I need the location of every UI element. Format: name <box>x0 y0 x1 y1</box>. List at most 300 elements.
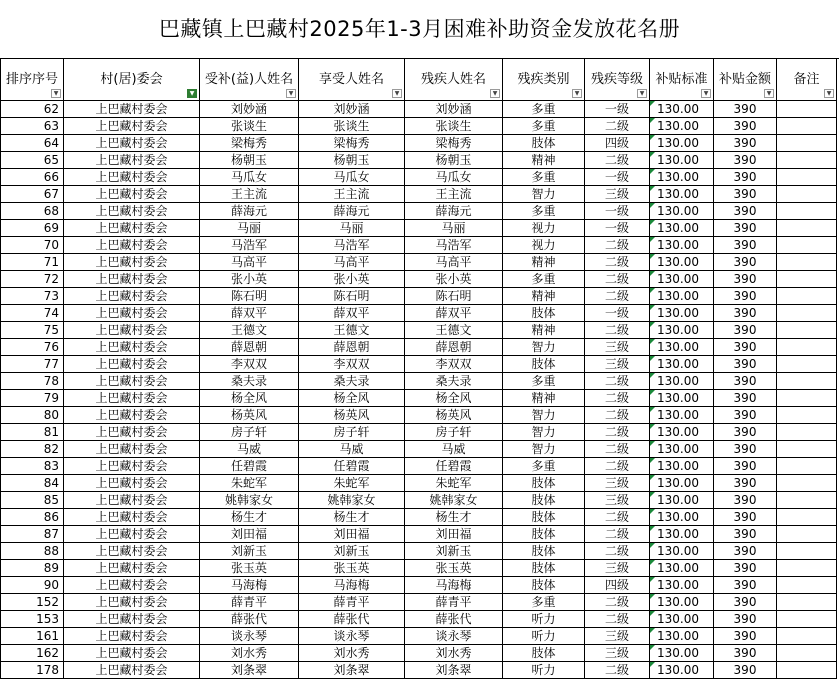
table-cell[interactable]: 姚韩家女 <box>200 492 299 509</box>
table-cell[interactable]: 精神 <box>503 254 585 271</box>
table-cell[interactable]: 杨英风 <box>200 407 299 424</box>
table-cell[interactable]: 68 <box>1 203 64 220</box>
table-cell[interactable]: 390 <box>714 152 777 169</box>
table-cell[interactable]: 130.00 <box>650 203 714 220</box>
table-cell[interactable]: 390 <box>714 577 777 594</box>
table-cell[interactable]: 130.00 <box>650 237 714 254</box>
table-cell[interactable]: 智力 <box>503 441 585 458</box>
table-cell[interactable] <box>777 288 837 305</box>
table-cell[interactable]: 刘妙涵 <box>200 101 299 118</box>
table-cell[interactable]: 肢体 <box>503 356 585 373</box>
table-cell[interactable] <box>777 220 837 237</box>
table-cell[interactable]: 刘新玉 <box>200 543 299 560</box>
table-cell[interactable]: 任碧霞 <box>200 458 299 475</box>
table-cell[interactable]: 智力 <box>503 186 585 203</box>
table-cell[interactable]: 130.00 <box>650 441 714 458</box>
table-cell[interactable]: 多重 <box>503 169 585 186</box>
table-cell[interactable]: 74 <box>1 305 64 322</box>
table-cell[interactable]: 上巴藏村委会 <box>64 424 200 441</box>
table-cell[interactable] <box>777 169 837 186</box>
table-cell[interactable]: 390 <box>714 288 777 305</box>
table-cell[interactable]: 马高平 <box>405 254 503 271</box>
table-cell[interactable]: 80 <box>1 407 64 424</box>
table-cell[interactable]: 上巴藏村委会 <box>64 458 200 475</box>
table-cell[interactable]: 130.00 <box>650 492 714 509</box>
table-cell[interactable]: 多重 <box>503 203 585 220</box>
table-cell[interactable]: 薛恩朝 <box>200 339 299 356</box>
table-cell[interactable]: 85 <box>1 492 64 509</box>
table-cell[interactable]: 王主流 <box>299 186 405 203</box>
table-cell[interactable]: 薛青平 <box>299 594 405 611</box>
table-cell[interactable]: 76 <box>1 339 64 356</box>
table-cell[interactable]: 精神 <box>503 322 585 339</box>
table-cell[interactable]: 二级 <box>585 288 650 305</box>
table-cell[interactable]: 三级 <box>585 339 650 356</box>
table-cell[interactable]: 75 <box>1 322 64 339</box>
table-cell[interactable] <box>777 237 837 254</box>
table-cell[interactable]: 三级 <box>585 645 650 662</box>
table-cell[interactable] <box>777 645 837 662</box>
column-header[interactable] <box>714 59 777 101</box>
table-cell[interactable]: 130.00 <box>650 662 714 679</box>
table-cell[interactable]: 三级 <box>585 475 650 492</box>
table-cell[interactable]: 王主流 <box>405 186 503 203</box>
table-cell[interactable]: 三级 <box>585 628 650 645</box>
table-cell[interactable]: 152 <box>1 594 64 611</box>
table-cell[interactable]: 二级 <box>585 543 650 560</box>
table-cell[interactable]: 王德文 <box>405 322 503 339</box>
table-cell[interactable]: 肢体 <box>503 543 585 560</box>
table-cell[interactable]: 390 <box>714 271 777 288</box>
table-cell[interactable]: 多重 <box>503 118 585 135</box>
table-cell[interactable]: 多重 <box>503 458 585 475</box>
table-cell[interactable]: 三级 <box>585 186 650 203</box>
table-cell[interactable]: 朱蛇军 <box>299 475 405 492</box>
table-cell[interactable]: 四级 <box>585 577 650 594</box>
table-cell[interactable]: 上巴藏村委会 <box>64 305 200 322</box>
table-cell[interactable]: 二级 <box>585 509 650 526</box>
table-cell[interactable] <box>777 543 837 560</box>
table-cell[interactable]: 130.00 <box>650 254 714 271</box>
filter-dropdown-icon[interactable]: ▼ <box>824 89 834 98</box>
table-cell[interactable]: 153 <box>1 611 64 628</box>
table-cell[interactable]: 390 <box>714 203 777 220</box>
table-cell[interactable]: 薛张代 <box>405 611 503 628</box>
table-cell[interactable]: 130.00 <box>650 288 714 305</box>
table-cell[interactable]: 390 <box>714 118 777 135</box>
table-cell[interactable]: 390 <box>714 509 777 526</box>
table-cell[interactable]: 130.00 <box>650 152 714 169</box>
table-cell[interactable]: 上巴藏村委会 <box>64 543 200 560</box>
table-cell[interactable]: 薛双平 <box>405 305 503 322</box>
table-cell[interactable]: 72 <box>1 271 64 288</box>
table-cell[interactable]: 390 <box>714 543 777 560</box>
table-cell[interactable]: 马浩军 <box>200 237 299 254</box>
table-cell[interactable]: 肢体 <box>503 135 585 152</box>
table-cell[interactable]: 多重 <box>503 594 585 611</box>
table-cell[interactable]: 马瓜女 <box>299 169 405 186</box>
table-cell[interactable]: 130.00 <box>650 594 714 611</box>
table-cell[interactable] <box>777 186 837 203</box>
table-cell[interactable]: 谈永琴 <box>299 628 405 645</box>
table-cell[interactable]: 上巴藏村委会 <box>64 594 200 611</box>
table-cell[interactable]: 上巴藏村委会 <box>64 526 200 543</box>
table-cell[interactable] <box>777 271 837 288</box>
table-cell[interactable]: 二级 <box>585 373 650 390</box>
table-cell[interactable] <box>777 492 837 509</box>
table-cell[interactable]: 桑夫录 <box>200 373 299 390</box>
table-cell[interactable]: 薛张代 <box>200 611 299 628</box>
table-cell[interactable]: 390 <box>714 424 777 441</box>
table-cell[interactable]: 刘水秀 <box>405 645 503 662</box>
table-cell[interactable] <box>777 509 837 526</box>
filter-dropdown-icon[interactable]: ▼ <box>51 89 61 98</box>
table-cell[interactable]: 87 <box>1 526 64 543</box>
table-cell[interactable] <box>777 203 837 220</box>
table-cell[interactable]: 桑夫录 <box>299 373 405 390</box>
table-cell[interactable] <box>777 339 837 356</box>
table-cell[interactable]: 390 <box>714 135 777 152</box>
table-cell[interactable]: 390 <box>714 458 777 475</box>
table-cell[interactable]: 一级 <box>585 220 650 237</box>
table-cell[interactable]: 薛海元 <box>405 203 503 220</box>
table-cell[interactable]: 杨生才 <box>405 509 503 526</box>
table-cell[interactable]: 一级 <box>585 101 650 118</box>
table-cell[interactable]: 二级 <box>585 611 650 628</box>
table-cell[interactable]: 马海梅 <box>405 577 503 594</box>
table-cell[interactable]: 上巴藏村委会 <box>64 407 200 424</box>
table-cell[interactable]: 390 <box>714 475 777 492</box>
table-cell[interactable]: 梁梅秀 <box>299 135 405 152</box>
table-cell[interactable]: 130.00 <box>650 543 714 560</box>
table-cell[interactable]: 130.00 <box>650 135 714 152</box>
table-cell[interactable]: 390 <box>714 339 777 356</box>
filter-dropdown-icon[interactable]: ▼ <box>637 89 647 98</box>
table-cell[interactable]: 390 <box>714 356 777 373</box>
table-cell[interactable]: 64 <box>1 135 64 152</box>
table-cell[interactable]: 130.00 <box>650 458 714 475</box>
table-cell[interactable]: 谈永琴 <box>405 628 503 645</box>
table-cell[interactable]: 77 <box>1 356 64 373</box>
table-cell[interactable]: 130.00 <box>650 305 714 322</box>
table-cell[interactable]: 二级 <box>585 271 650 288</box>
table-cell[interactable]: 390 <box>714 628 777 645</box>
table-cell[interactable]: 83 <box>1 458 64 475</box>
table-cell[interactable]: 390 <box>714 492 777 509</box>
table-cell[interactable] <box>777 611 837 628</box>
table-cell[interactable]: 刘条翠 <box>200 662 299 679</box>
table-cell[interactable]: 房子轩 <box>405 424 503 441</box>
table-cell[interactable]: 薛张代 <box>299 611 405 628</box>
table-cell[interactable]: 刘田福 <box>405 526 503 543</box>
table-cell[interactable]: 刘水秀 <box>299 645 405 662</box>
table-cell[interactable]: 朱蛇军 <box>405 475 503 492</box>
table-cell[interactable]: 130.00 <box>650 475 714 492</box>
column-header[interactable] <box>299 59 405 101</box>
filter-dropdown-icon[interactable]: ▼ <box>286 89 296 98</box>
table-cell[interactable]: 130.00 <box>650 220 714 237</box>
table-cell[interactable]: 130.00 <box>650 186 714 203</box>
table-cell[interactable]: 马丽 <box>405 220 503 237</box>
table-cell[interactable]: 上巴藏村委会 <box>64 475 200 492</box>
table-cell[interactable]: 82 <box>1 441 64 458</box>
table-cell[interactable]: 陈石明 <box>299 288 405 305</box>
table-cell[interactable]: 162 <box>1 645 64 662</box>
filter-dropdown-icon[interactable]: ▼ <box>392 89 402 98</box>
table-cell[interactable]: 张小英 <box>405 271 503 288</box>
table-cell[interactable]: 二级 <box>585 441 650 458</box>
table-cell[interactable]: 薛青平 <box>200 594 299 611</box>
filter-active-icon[interactable]: ▼ <box>187 89 197 98</box>
table-cell[interactable]: 刘田福 <box>200 526 299 543</box>
table-cell[interactable]: 精神 <box>503 288 585 305</box>
table-cell[interactable]: 178 <box>1 662 64 679</box>
column-header[interactable] <box>650 59 714 101</box>
table-cell[interactable]: 130.00 <box>650 390 714 407</box>
column-header[interactable] <box>1 59 64 101</box>
table-cell[interactable]: 一级 <box>585 305 650 322</box>
table-cell[interactable]: 上巴藏村委会 <box>64 220 200 237</box>
table-cell[interactable]: 84 <box>1 475 64 492</box>
table-cell[interactable]: 390 <box>714 322 777 339</box>
table-cell[interactable] <box>777 407 837 424</box>
table-cell[interactable]: 上巴藏村委会 <box>64 237 200 254</box>
table-cell[interactable]: 薛恩朝 <box>299 339 405 356</box>
table-cell[interactable]: 71 <box>1 254 64 271</box>
table-cell[interactable] <box>777 577 837 594</box>
table-cell[interactable]: 梁梅秀 <box>405 135 503 152</box>
table-cell[interactable]: 刘水秀 <box>200 645 299 662</box>
table-cell[interactable]: 390 <box>714 305 777 322</box>
table-cell[interactable]: 张谈生 <box>200 118 299 135</box>
table-cell[interactable]: 马丽 <box>200 220 299 237</box>
table-cell[interactable]: 薛双平 <box>299 305 405 322</box>
column-header[interactable] <box>64 59 200 101</box>
table-cell[interactable]: 四级 <box>585 135 650 152</box>
table-cell[interactable]: 上巴藏村委会 <box>64 662 200 679</box>
table-cell[interactable]: 二级 <box>585 118 650 135</box>
table-cell[interactable]: 130.00 <box>650 611 714 628</box>
table-cell[interactable]: 杨全风 <box>299 390 405 407</box>
table-cell[interactable]: 马威 <box>200 441 299 458</box>
table-cell[interactable]: 杨朝玉 <box>299 152 405 169</box>
table-cell[interactable]: 刘妙涵 <box>405 101 503 118</box>
table-cell[interactable]: 刘田福 <box>299 526 405 543</box>
table-cell[interactable]: 二级 <box>585 390 650 407</box>
table-cell[interactable]: 肢体 <box>503 577 585 594</box>
table-cell[interactable]: 130.00 <box>650 356 714 373</box>
column-header[interactable] <box>200 59 299 101</box>
table-cell[interactable]: 二级 <box>585 237 650 254</box>
table-cell[interactable]: 上巴藏村委会 <box>64 169 200 186</box>
table-cell[interactable]: 130.00 <box>650 577 714 594</box>
table-cell[interactable] <box>777 475 837 492</box>
table-cell[interactable]: 姚韩家女 <box>405 492 503 509</box>
table-cell[interactable]: 62 <box>1 101 64 118</box>
table-cell[interactable]: 薛海元 <box>299 203 405 220</box>
table-cell[interactable]: 马威 <box>299 441 405 458</box>
table-cell[interactable]: 上巴藏村委会 <box>64 135 200 152</box>
table-cell[interactable]: 刘妙涵 <box>299 101 405 118</box>
table-cell[interactable]: 一级 <box>585 169 650 186</box>
table-cell[interactable]: 上巴藏村委会 <box>64 356 200 373</box>
table-cell[interactable]: 朱蛇军 <box>200 475 299 492</box>
table-cell[interactable]: 视力 <box>503 220 585 237</box>
table-cell[interactable]: 马威 <box>405 441 503 458</box>
table-cell[interactable]: 二级 <box>585 458 650 475</box>
table-cell[interactable] <box>777 322 837 339</box>
table-cell[interactable]: 上巴藏村委会 <box>64 322 200 339</box>
table-cell[interactable]: 肢体 <box>503 560 585 577</box>
table-cell[interactable]: 上巴藏村委会 <box>64 628 200 645</box>
table-cell[interactable]: 马丽 <box>299 220 405 237</box>
table-cell[interactable]: 三级 <box>585 560 650 577</box>
table-cell[interactable] <box>777 441 837 458</box>
table-cell[interactable]: 听力 <box>503 611 585 628</box>
table-cell[interactable]: 马瓜女 <box>200 169 299 186</box>
table-cell[interactable]: 梁梅秀 <box>200 135 299 152</box>
table-cell[interactable]: 任碧霞 <box>299 458 405 475</box>
column-header[interactable] <box>503 59 585 101</box>
table-cell[interactable]: 上巴藏村委会 <box>64 203 200 220</box>
table-cell[interactable]: 薛双平 <box>200 305 299 322</box>
column-header[interactable] <box>777 59 837 101</box>
table-cell[interactable]: 肢体 <box>503 305 585 322</box>
table-cell[interactable]: 智力 <box>503 407 585 424</box>
table-cell[interactable]: 房子轩 <box>299 424 405 441</box>
table-cell[interactable]: 390 <box>714 662 777 679</box>
filter-dropdown-icon[interactable]: ▼ <box>490 89 500 98</box>
table-cell[interactable]: 听力 <box>503 628 585 645</box>
table-cell[interactable]: 任碧霞 <box>405 458 503 475</box>
table-cell[interactable]: 肢体 <box>503 526 585 543</box>
table-cell[interactable]: 王德文 <box>200 322 299 339</box>
table-cell[interactable]: 90 <box>1 577 64 594</box>
table-cell[interactable]: 上巴藏村委会 <box>64 101 200 118</box>
table-cell[interactable]: 多重 <box>503 271 585 288</box>
table-cell[interactable]: 多重 <box>503 373 585 390</box>
table-cell[interactable]: 130.00 <box>650 271 714 288</box>
table-cell[interactable]: 一级 <box>585 203 650 220</box>
table-cell[interactable]: 杨全风 <box>200 390 299 407</box>
table-cell[interactable]: 上巴藏村委会 <box>64 373 200 390</box>
table-cell[interactable]: 上巴藏村委会 <box>64 441 200 458</box>
table-cell[interactable]: 多重 <box>503 101 585 118</box>
table-cell[interactable]: 130.00 <box>650 560 714 577</box>
table-cell[interactable]: 陈石明 <box>200 288 299 305</box>
table-cell[interactable]: 89 <box>1 560 64 577</box>
table-cell[interactable]: 二级 <box>585 594 650 611</box>
table-cell[interactable]: 肢体 <box>503 475 585 492</box>
table-cell[interactable]: 二级 <box>585 152 650 169</box>
table-cell[interactable]: 张玉英 <box>299 560 405 577</box>
table-cell[interactable]: 130.00 <box>650 424 714 441</box>
table-cell[interactable]: 视力 <box>503 237 585 254</box>
table-cell[interactable]: 63 <box>1 118 64 135</box>
table-cell[interactable] <box>777 526 837 543</box>
table-cell[interactable]: 肢体 <box>503 509 585 526</box>
table-cell[interactable]: 73 <box>1 288 64 305</box>
table-cell[interactable]: 上巴藏村委会 <box>64 271 200 288</box>
table-cell[interactable]: 马海梅 <box>299 577 405 594</box>
table-cell[interactable]: 马海梅 <box>200 577 299 594</box>
table-cell[interactable]: 390 <box>714 611 777 628</box>
table-cell[interactable]: 李双双 <box>405 356 503 373</box>
table-cell[interactable]: 130.00 <box>650 339 714 356</box>
table-cell[interactable] <box>777 135 837 152</box>
table-cell[interactable]: 上巴藏村委会 <box>64 645 200 662</box>
table-cell[interactable]: 69 <box>1 220 64 237</box>
table-cell[interactable]: 二级 <box>585 254 650 271</box>
table-cell[interactable]: 上巴藏村委会 <box>64 254 200 271</box>
table-cell[interactable] <box>777 254 837 271</box>
table-cell[interactable]: 二级 <box>585 407 650 424</box>
table-cell[interactable]: 杨朝玉 <box>200 152 299 169</box>
table-cell[interactable]: 刘条翠 <box>405 662 503 679</box>
table-cell[interactable] <box>777 152 837 169</box>
table-cell[interactable]: 肢体 <box>503 645 585 662</box>
table-cell[interactable] <box>777 458 837 475</box>
table-cell[interactable]: 马高平 <box>200 254 299 271</box>
table-cell[interactable]: 陈石明 <box>405 288 503 305</box>
table-cell[interactable]: 房子轩 <box>200 424 299 441</box>
table-cell[interactable]: 杨全风 <box>405 390 503 407</box>
table-cell[interactable]: 薛海元 <box>200 203 299 220</box>
table-cell[interactable]: 杨生才 <box>299 509 405 526</box>
table-cell[interactable]: 130.00 <box>650 373 714 390</box>
table-cell[interactable] <box>777 118 837 135</box>
filter-dropdown-icon[interactable]: ▼ <box>764 89 774 98</box>
table-cell[interactable]: 马浩军 <box>299 237 405 254</box>
table-cell[interactable]: 肢体 <box>503 492 585 509</box>
column-header[interactable] <box>405 59 503 101</box>
table-cell[interactable]: 130.00 <box>650 628 714 645</box>
table-cell[interactable]: 三级 <box>585 492 650 509</box>
table-cell[interactable]: 上巴藏村委会 <box>64 390 200 407</box>
table-cell[interactable]: 刘新玉 <box>299 543 405 560</box>
table-cell[interactable]: 上巴藏村委会 <box>64 492 200 509</box>
table-cell[interactable]: 390 <box>714 169 777 186</box>
table-cell[interactable]: 130.00 <box>650 509 714 526</box>
table-cell[interactable]: 二级 <box>585 424 650 441</box>
table-cell[interactable]: 精神 <box>503 152 585 169</box>
table-cell[interactable]: 390 <box>714 390 777 407</box>
table-cell[interactable]: 390 <box>714 101 777 118</box>
table-cell[interactable] <box>777 662 837 679</box>
table-cell[interactable]: 王主流 <box>200 186 299 203</box>
column-header[interactable] <box>585 59 650 101</box>
table-cell[interactable]: 精神 <box>503 390 585 407</box>
table-cell[interactable]: 390 <box>714 220 777 237</box>
table-cell[interactable]: 杨朝玉 <box>405 152 503 169</box>
table-cell[interactable]: 马瓜女 <box>405 169 503 186</box>
filter-dropdown-icon[interactable]: ▼ <box>701 89 711 98</box>
table-cell[interactable]: 161 <box>1 628 64 645</box>
table-cell[interactable]: 张玉英 <box>405 560 503 577</box>
table-cell[interactable]: 上巴藏村委会 <box>64 288 200 305</box>
table-cell[interactable]: 上巴藏村委会 <box>64 186 200 203</box>
table-cell[interactable]: 二级 <box>585 526 650 543</box>
table-cell[interactable]: 66 <box>1 169 64 186</box>
table-cell[interactable]: 薛恩朝 <box>405 339 503 356</box>
table-cell[interactable] <box>777 594 837 611</box>
table-cell[interactable]: 刘条翠 <box>299 662 405 679</box>
table-cell[interactable]: 张小英 <box>299 271 405 288</box>
table-cell[interactable]: 马浩军 <box>405 237 503 254</box>
table-cell[interactable]: 上巴藏村委会 <box>64 577 200 594</box>
table-cell[interactable] <box>777 356 837 373</box>
table-cell[interactable] <box>777 373 837 390</box>
